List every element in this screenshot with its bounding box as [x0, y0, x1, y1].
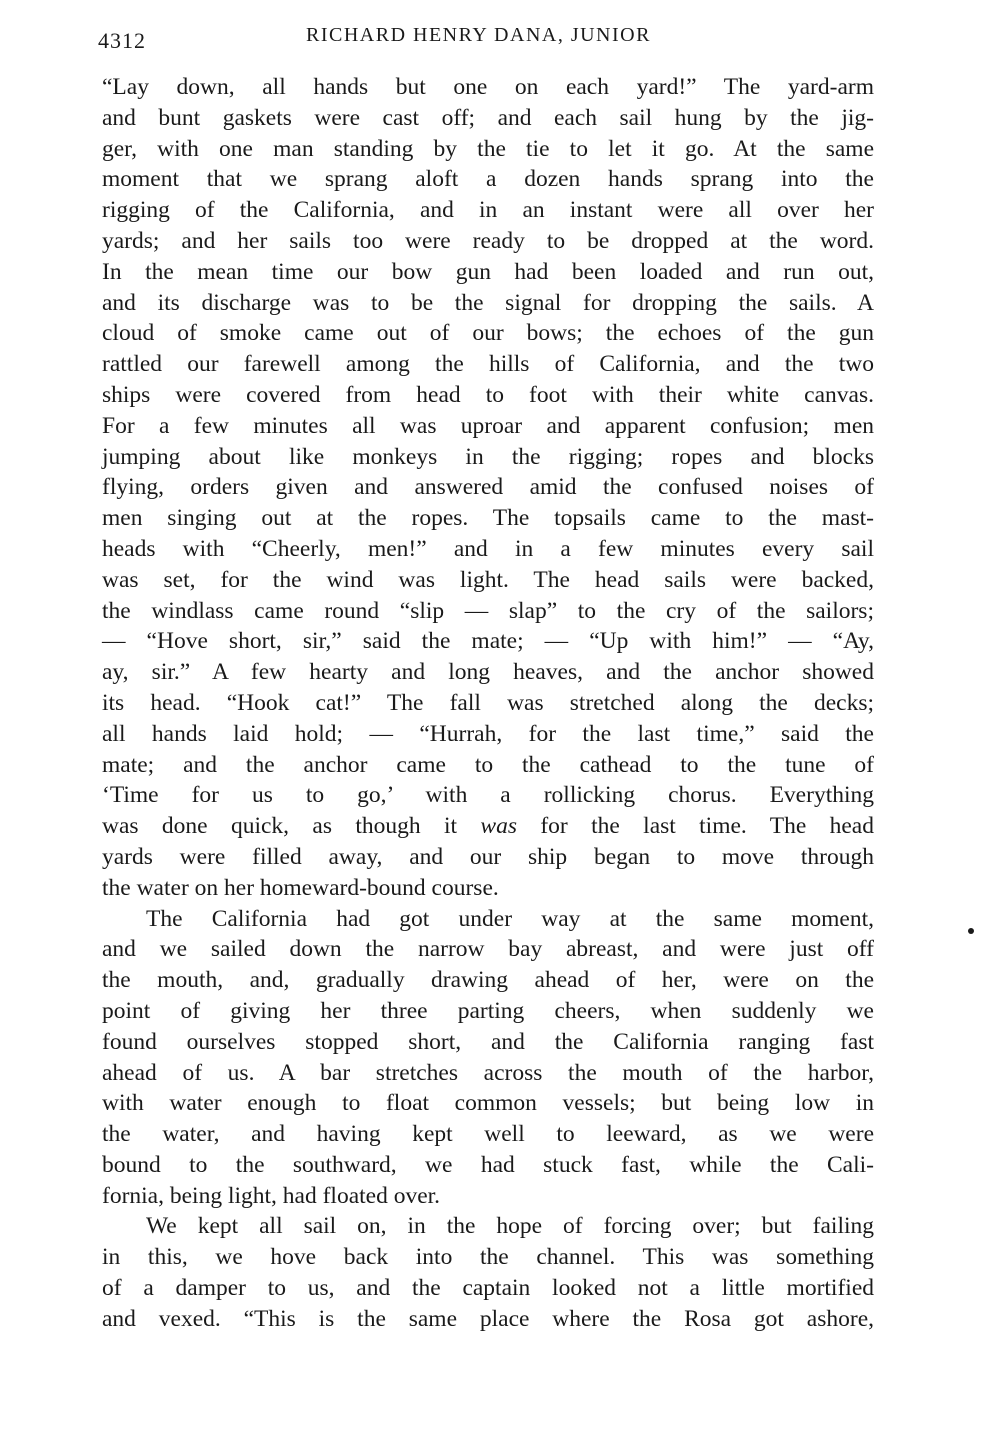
text-line: “Lay down, all hands but one on each yard!” The yard-arm [102, 74, 874, 100]
text-line: We kept all sail on, in the hope of forcing over; but failing [146, 1213, 874, 1240]
text-line: yards; and her sails too were ready to be dropped at the word. [102, 227, 874, 254]
text-line: — “Hove short, sir,” said the mate; — “Up with him!” — “Ay, [102, 628, 874, 655]
emphasized-word: was [480, 813, 517, 840]
text-line: The California had got under way at the same moment, [146, 905, 874, 932]
text-line-with-emphasis [102, 811, 874, 842]
text-line: the windlass came round “slip — slap” to the cry of the sailors; [102, 597, 874, 624]
text-line: the mouth, and, gradually drawing ahead of her, were on the [102, 967, 874, 994]
text-line: cloud of smoke came out of our bows; the echoes of the gun [102, 320, 874, 347]
text-line: men singing out at the ropes. The topsails came to the mast- [102, 505, 874, 532]
text-line: the water on her homeward-bound course. [102, 874, 499, 901]
text-line: and we sailed down the narrow bay abreast, and were just off [102, 936, 874, 963]
text-line: ahead of us. A bar stretches across the mouth of the harbor, [102, 1059, 874, 1086]
text-line: flying, orders given and answered amid the confused noises of [102, 474, 874, 501]
text-line: rattled our farewell among the hills of California, and the two [102, 351, 874, 378]
text-line: in this, we hove back into the channel. This was something [102, 1244, 874, 1271]
text-line: ger, with one man standing by the tie to let it go. At the same [102, 135, 874, 162]
text-line: heads with “Cheerly, men!” and in a few minutes every sail [102, 535, 874, 562]
running-title: RICHARD HENRY DANA, JUNIOR [306, 24, 651, 46]
margin-mark [968, 928, 974, 934]
text-line: bound to the southward, we had stuck fast, while the Cali- [102, 1151, 874, 1178]
text-line: and its discharge was to be the signal for dropping the sails. A [102, 289, 874, 316]
text-line: the water, and having kept well to leeward, as we were [102, 1121, 874, 1148]
text-line: moment that we sprang aloft a dozen hands sprang into the [102, 166, 874, 193]
text-line: with water enough to float common vessels; but being low in [102, 1090, 874, 1117]
text-run: was done quick, as though it [102, 813, 481, 840]
text-line: rigging of the California, and in an instant were all over her [102, 197, 874, 224]
text-line: mate; and the anchor came to the cathead to the tune of [102, 751, 874, 778]
text-line: point of giving her three parting cheers, when suddenly we [102, 997, 874, 1024]
body-text [102, 72, 874, 1335]
text-line: yards were filled away, and our ship began to move through [102, 843, 874, 870]
text-line: ships were covered from head to foot with their white canvas. [102, 381, 874, 408]
page-number: 4312 [98, 28, 146, 53]
text-line: and vexed. “This is the same place where the Rosa got ashore, [102, 1305, 874, 1332]
text-line: and bunt gaskets were cast off; and each sail hung by the jig- [102, 104, 874, 131]
text-line: In the mean time our bow gun had been loaded and run out, [102, 258, 874, 285]
text-line: ay, sir.” A few hearty and long heaves, and the anchor showed [102, 659, 874, 686]
text-line: was set, for the wind was light. The head sails were backed, [102, 566, 874, 593]
text-line: jumping about like monkeys in the rigging; ropes and blocks [102, 443, 874, 470]
text-line: all hands laid hold; — “Hurrah, for the last time,” said the [102, 720, 874, 747]
page-header [98, 22, 878, 52]
text-line: ‘Time for us to go,’ with a rollicking chorus. Everything [102, 782, 874, 809]
text-line: of a damper to us, and the captain looked not a little mortified [102, 1275, 874, 1302]
text-run: for the last time. The head [516, 813, 874, 840]
text-line: For a few minutes all was uproar and apparent confusion; men [102, 412, 874, 439]
text-line: fornia, being light, had floated over. [102, 1182, 441, 1209]
text-line: found ourselves stopped short, and the California ranging fast [102, 1028, 874, 1055]
text-line: its head. “Hook cat!” The fall was stretched along the decks; [102, 689, 874, 716]
